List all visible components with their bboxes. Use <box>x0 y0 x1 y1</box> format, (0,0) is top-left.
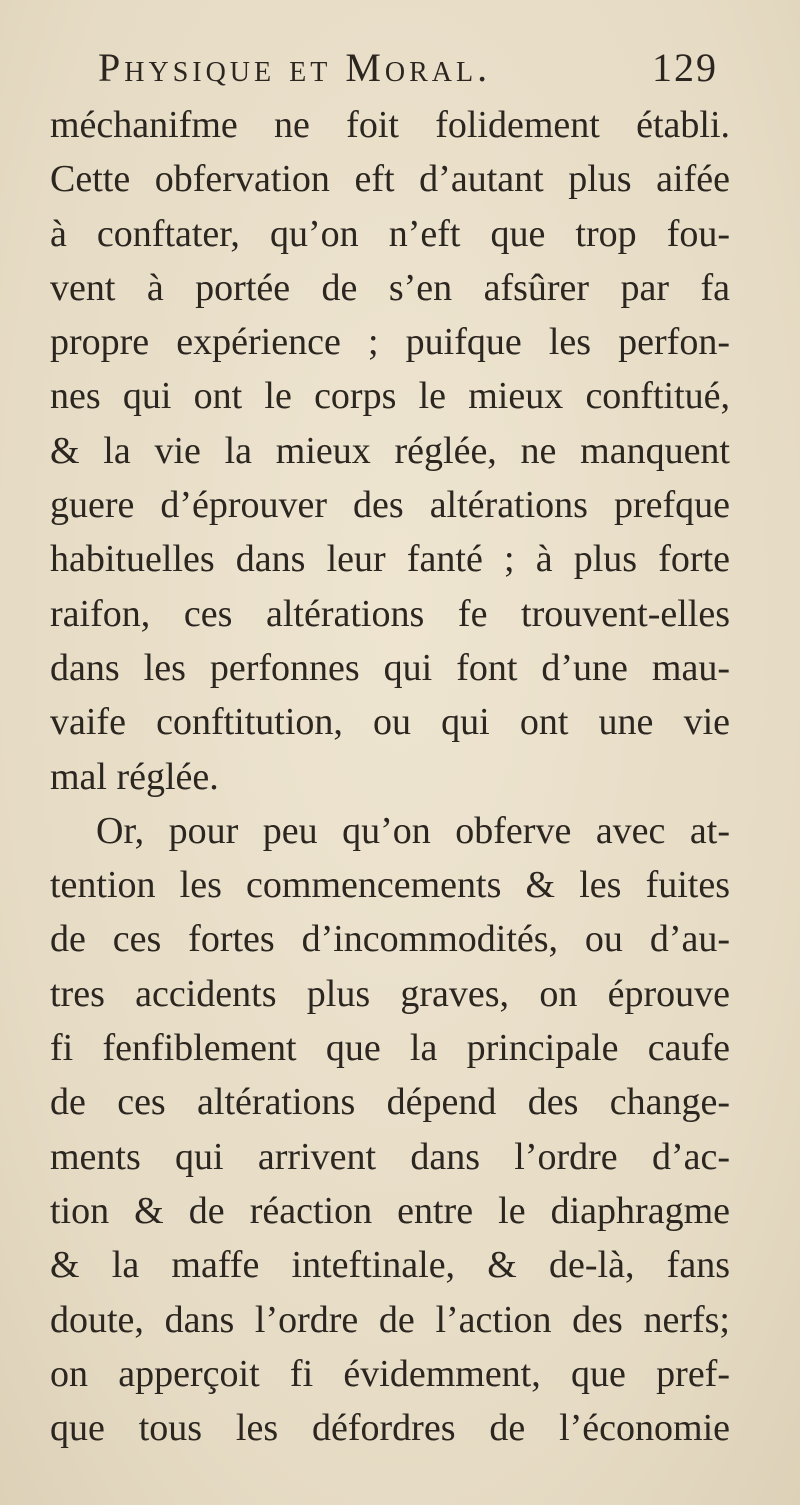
text-line: que tous les défordres de l’économie <box>50 1407 730 1450</box>
text-line: fi fenfiblement que la principale caufe <box>50 1027 730 1070</box>
text-line: & la vie la mieux réglée, ne manquent <box>50 429 730 472</box>
paragraph-end-line: mal réglée. <box>50 755 219 798</box>
text-line: méchanifme ne foit folidement établi. <box>50 104 730 146</box>
text-line: propre expérience ; puifque les perfon- <box>50 321 730 364</box>
text-line: à conftater, qu’on n’eft que trop fou- <box>50 212 730 255</box>
text-line: tion & de réaction entre le diaphragme <box>50 1189 730 1232</box>
text-line: tention les commencements & les fuites <box>50 864 730 907</box>
text-line: Cette obfervation eft d’autant plus aifée <box>50 158 730 201</box>
text-line: vaife conftitution, ou qui ont une vie <box>50 701 730 744</box>
page-number: 129 <box>652 45 718 90</box>
text-line: ments qui arrivent dans l’ordre d’ac- <box>50 1135 730 1178</box>
text-line: & la maffe inteftinale, & de-là, fans <box>50 1244 730 1287</box>
text-line: raifon, ces altérations fe trouvent-elles <box>50 592 730 635</box>
text-line: de ces altérations dépend des change- <box>50 1081 730 1124</box>
paragraph-start-line: Or, pour peu qu’on obferve avec at- <box>96 809 730 852</box>
text-line: tres accidents plus graves, on éprouve <box>50 972 730 1015</box>
text-line: de ces fortes d’incommodités, ou d’au- <box>50 918 730 961</box>
text-line: habituelles dans leur fanté ; à plus forte <box>50 538 730 581</box>
text-line: nes qui ont le corps le mieux conftitué, <box>50 375 730 418</box>
text-line: vent à portée de s’en afsûrer par fa <box>50 266 730 309</box>
text-line: guere d’éprouver des altérations prefque <box>50 484 730 527</box>
running-title: Physique et Moral. <box>98 45 492 90</box>
text-line: dans les perfonnes qui font d’une mau- <box>50 646 730 689</box>
text-line: on apperçoit fi évidemment, que pref- <box>50 1352 730 1395</box>
text-line: doute, dans l’ordre de l’action des nerfs; <box>50 1298 730 1341</box>
body-text <box>50 98 730 1455</box>
running-head <box>98 44 718 94</box>
